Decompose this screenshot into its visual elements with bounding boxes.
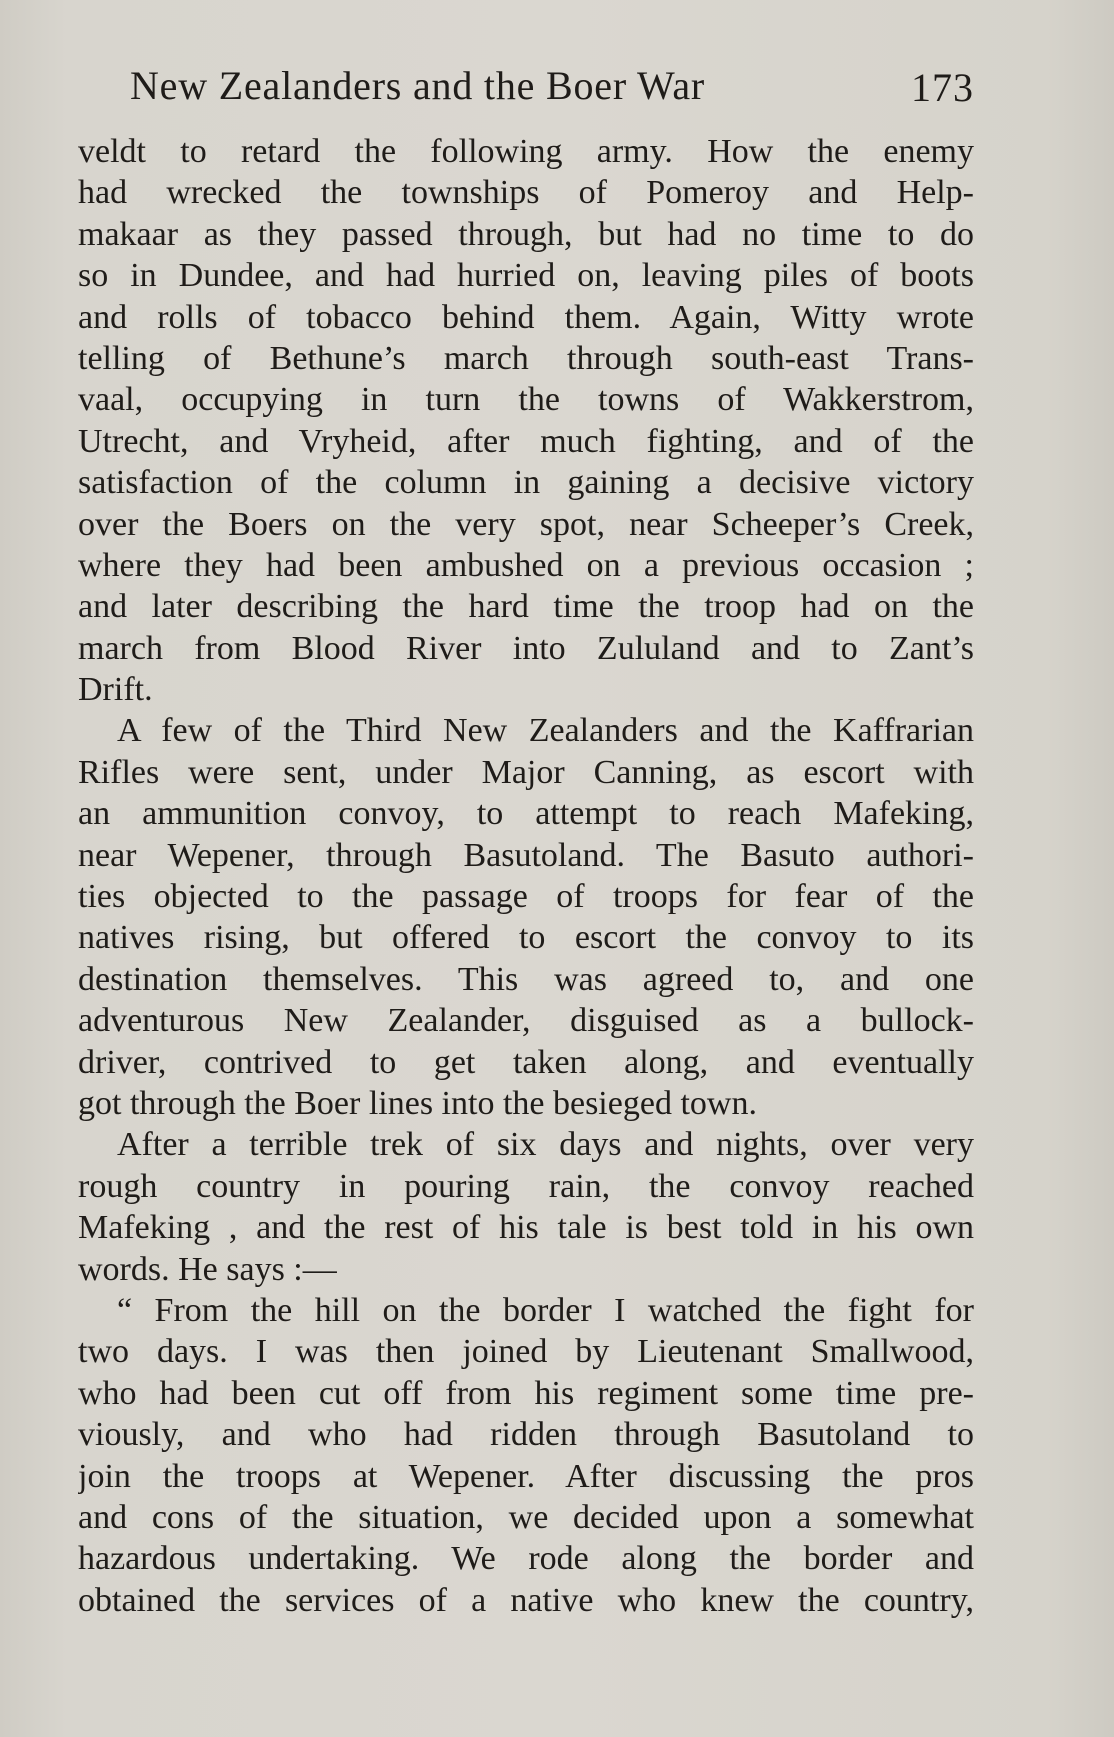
- text-line: had wrecked the townships of Pomeroy and Help-: [78, 174, 974, 212]
- text-line: over the Boers on the very spot, near Scheeper’s Creek,: [78, 505, 974, 543]
- text-line: and later describing the hard time the troop had on the: [78, 588, 974, 626]
- running-title: New Zealanders and the Boer War: [130, 63, 706, 108]
- text-line: destination themselves. This was agreed to, and one: [78, 960, 974, 998]
- text-line: so in Dundee, and had hurried on, leaving piles of boots: [78, 257, 974, 295]
- text-line: Mafeking , and the rest of his tale is best told in his own: [78, 1209, 974, 1247]
- text-line: obtained the services of a native who knew the country,: [78, 1581, 974, 1619]
- paragraph-end-line: words. He says :—: [78, 1250, 337, 1288]
- paragraph-start-line: “ From the hill on the border I watched the fight for: [117, 1291, 974, 1329]
- paragraph-start-line: After a terrible trek of six days and nights, over very: [117, 1126, 974, 1164]
- text-line: and rolls of tobacco behind them. Again, Witty wrote: [78, 298, 974, 336]
- text-line: viously, and who had ridden through Basutoland to: [78, 1416, 974, 1454]
- text-line: rough country in pouring rain, the convoy reached: [78, 1167, 974, 1205]
- text-line: veldt to retard the following army. How the enemy: [78, 133, 974, 170]
- text-line: makaar as they passed through, but had no time to do: [78, 215, 974, 253]
- text-line: march from Blood River into Zululand and to Zant’s: [78, 629, 974, 667]
- text-line: driver, contrived to get taken along, and eventually: [78, 1043, 974, 1081]
- paragraph-end-line: Drift.: [78, 671, 153, 709]
- paragraph-end-line: got through the Boer lines into the besieged town.: [78, 1084, 757, 1122]
- page-number: 173: [911, 65, 974, 110]
- text-line: where they had been ambushed on a previous occasion ;: [78, 546, 974, 584]
- text-line: near Wepener, through Basutoland. The Basuto authori-: [78, 836, 974, 874]
- text-line: natives rising, but offered to escort the convoy to its: [78, 919, 974, 957]
- text-line: satisfaction of the column in gaining a decisive victory: [78, 464, 974, 502]
- page-header: [78, 62, 974, 114]
- text-line: two days. I was then joined by Lieutenant Smallwood,: [78, 1333, 974, 1371]
- text-line: ties objected to the passage of troops for fear of the: [78, 878, 974, 916]
- body-text: [78, 131, 974, 1621]
- text-line: vaal, occupying in turn the towns of Wakkerstrom,: [78, 381, 974, 419]
- text-line: Rifles were sent, under Major Canning, as escort with: [78, 753, 974, 791]
- text-line: Utrecht, and Vryheid, after much fighting, and of the: [78, 422, 974, 460]
- text-line: and cons of the situation, we decided upon a somewhat: [78, 1498, 974, 1536]
- text-line: who had been cut off from his regiment some time pre-: [78, 1374, 974, 1412]
- paragraph-start-line: A few of the Third New Zealanders and the Kaffrarian: [117, 712, 974, 750]
- text-line: hazardous undertaking. We rode along the border and: [78, 1540, 974, 1578]
- text-line: an ammunition convoy, to attempt to reach Mafeking,: [78, 795, 974, 833]
- text-line: telling of Bethune’s march through south-east Trans-: [78, 339, 974, 377]
- text-line: adventurous New Zealander, disguised as a bullock-: [78, 1002, 974, 1040]
- text-line: join the troops at Wepener. After discussing the pros: [78, 1457, 974, 1495]
